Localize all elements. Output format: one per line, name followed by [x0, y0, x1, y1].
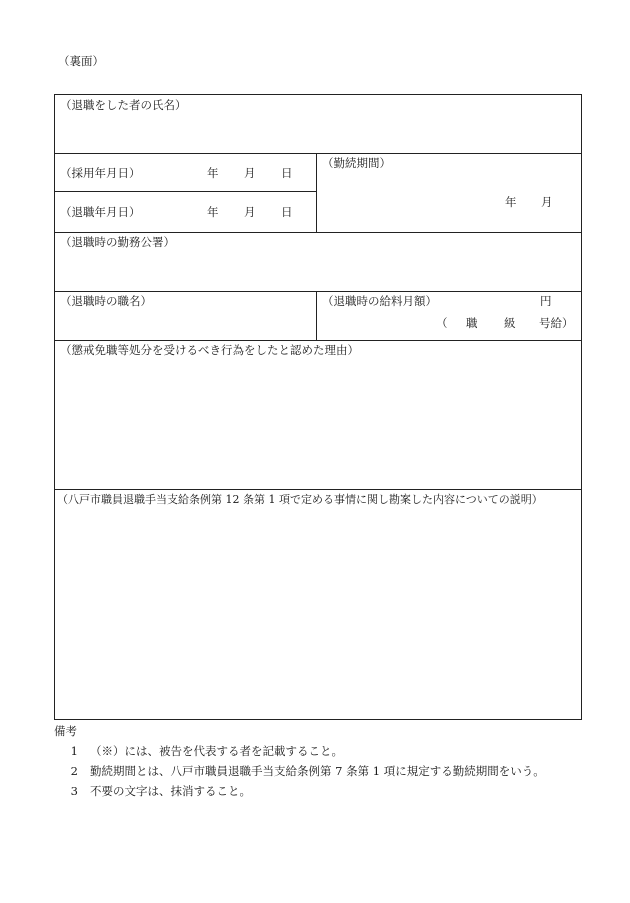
service-period-month-unit: 月 [541, 195, 553, 209]
reason-label: （懲戒免職等処分を受けるべき行為をしたと認めた理由） [60, 343, 359, 357]
note-number: 2 [70, 764, 78, 778]
note-text: 勤続期間とは、八戸市職員退職手当支給条例第 7 条第 1 項に規定する勤続期間をいう。 [90, 764, 545, 778]
note-number: 3 [70, 784, 78, 798]
note-item [60, 766, 545, 778]
explanation-label: （八戸市職員退職手当支給条例第 12 条第 1 項で定める事情に関し勘案した内容についての説明） [57, 493, 543, 506]
hire-date-year-unit: 年 [207, 166, 219, 180]
rule-after-reason [55, 489, 581, 490]
service-period-year-unit: 年 [505, 195, 517, 209]
grade-open-paren: （ [436, 316, 448, 330]
retire-date-day-unit: 日 [281, 205, 293, 219]
rule-after-office [55, 291, 581, 292]
rule-after-dates [55, 232, 581, 233]
retire-date-year-unit: 年 [207, 205, 219, 219]
retirement-form [54, 94, 582, 720]
rule-between-dates [55, 191, 316, 192]
notes-title: 備考 [54, 724, 77, 738]
service-period-label: （勤続期間） [322, 156, 391, 170]
page-side-label: （裏面） [58, 54, 104, 68]
position-label: （退職時の職名） [60, 294, 152, 308]
note-number: 1 [70, 744, 78, 758]
note-text: （※）には、被告を代表する者を記載すること。 [90, 744, 343, 758]
retire-date-label: （退職年月日） [60, 205, 141, 219]
note-item [60, 786, 251, 798]
rule-after-name [55, 153, 581, 154]
grade-kyu: 級 [504, 316, 516, 330]
divider-position-salary [316, 291, 317, 340]
retiree-name-label: （退職をした者の氏名） [60, 98, 187, 112]
office-label: （退職時の勤務公署） [60, 235, 175, 249]
retire-date-month-unit: 月 [244, 205, 256, 219]
divider-dates-service [316, 153, 317, 232]
grade-shoku: 職 [466, 316, 478, 330]
salary-label: （退職時の給料月額） [322, 294, 437, 308]
note-item [60, 746, 343, 758]
note-text: 不要の文字は、抹消すること。 [90, 784, 251, 798]
hire-date-month-unit: 月 [244, 166, 256, 180]
rule-after-position [55, 340, 581, 341]
grade-gokyu: 号給） [539, 316, 574, 330]
hire-date-day-unit: 日 [281, 166, 293, 180]
hire-date-label: （採用年月日） [60, 166, 141, 180]
salary-yen-unit: 円 [540, 294, 552, 308]
